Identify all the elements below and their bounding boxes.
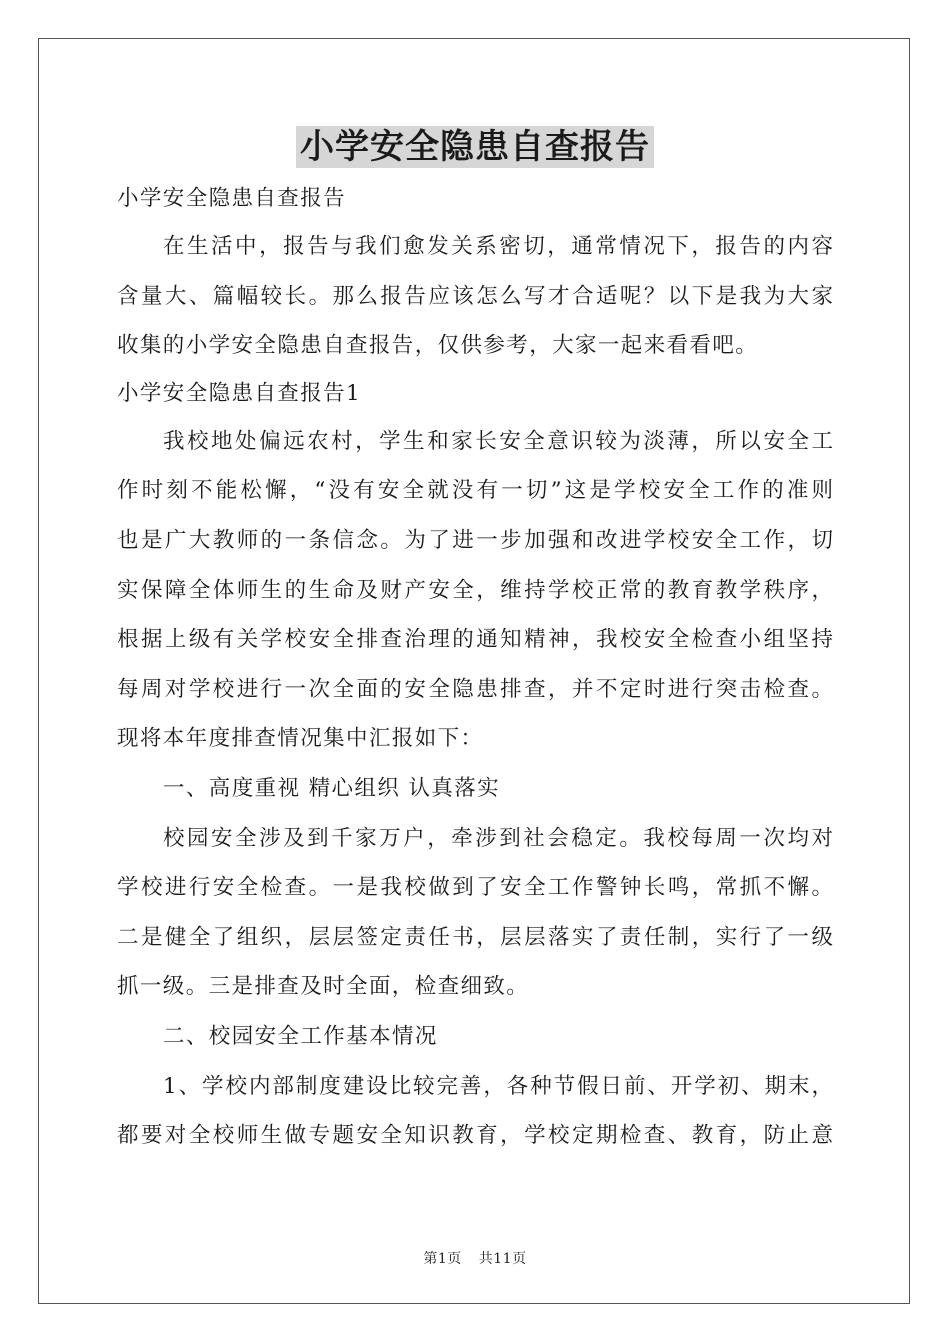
text-line: 校园安全涉及到千家万户，牵涉到社会稳定。我校每周一次均对 — [163, 825, 833, 851]
text-line: 收集的小学安全隐患自查报告，仅供参考，大家一起来看看吧。 — [117, 333, 759, 359]
text-line: 二是健全了组织，层层签定责任书，层层落实了责任制，实行了一级 — [117, 924, 833, 950]
text-line: 小学安全隐患自查报告 — [117, 186, 347, 211]
document-title: 小学安全隐患自查报告 — [296, 126, 654, 168]
page-number-current: 第1页 — [423, 1251, 462, 1267]
text-line: 小学安全隐患自查报告1 — [117, 380, 362, 406]
page-number-total: 共11页 — [478, 1251, 527, 1267]
text-line: 抓一级。三是排查及时全面，检查细致。 — [117, 974, 530, 1000]
page-footer — [0, 1248, 950, 1268]
text-line: 1、学校内部制度建设比较完善，各种节假日前、开学初、期末， — [163, 1073, 833, 1099]
text-line: 都要对全校师生做专题安全知识教育，学校定期检查、教育，防止意 — [117, 1123, 833, 1149]
text-line: 根据上级有关学校安全排查治理的通知精神，我校安全检查小组坚持 — [117, 627, 833, 653]
text-line: 一、高度重视 精心组织 认真落实 — [163, 775, 501, 801]
text-line: 学校进行安全检查。一是我校做到了安全工作警钟长鸣，常抓不懈。 — [117, 875, 833, 901]
text-line: 二、校园安全工作基本情况 — [163, 1023, 438, 1049]
text-line: 作时刻不能松懈，“没有安全就没有一切”这是学校安全工作的准则 — [117, 478, 833, 504]
text-line: 实保障全体师生的生命及财产安全，维持学校正常的教育教学秩序， — [117, 577, 833, 603]
title-container — [0, 126, 950, 168]
text-line: 我校地处偏远农村，学生和家长安全意识较为淡薄，所以安全工 — [163, 428, 833, 454]
text-line: 现将本年度排查情况集中汇报如下： — [117, 726, 484, 752]
text-line: 每周对学校进行一次全面的安全隐患排查，并不定时进行突击检查。 — [117, 676, 833, 702]
text-line: 在生活中，报告与我们愈发关系密切，通常情况下，报告的内容 — [163, 234, 833, 259]
document-body — [117, 176, 833, 1161]
text-line: 含量大、篇幅较长。那么报告应该怎么写才合适呢？以下是我为大家 — [117, 283, 833, 309]
text-line: 也是广大教师的一条信念。为了进一步加强和改进学校安全工作，切 — [117, 527, 833, 553]
